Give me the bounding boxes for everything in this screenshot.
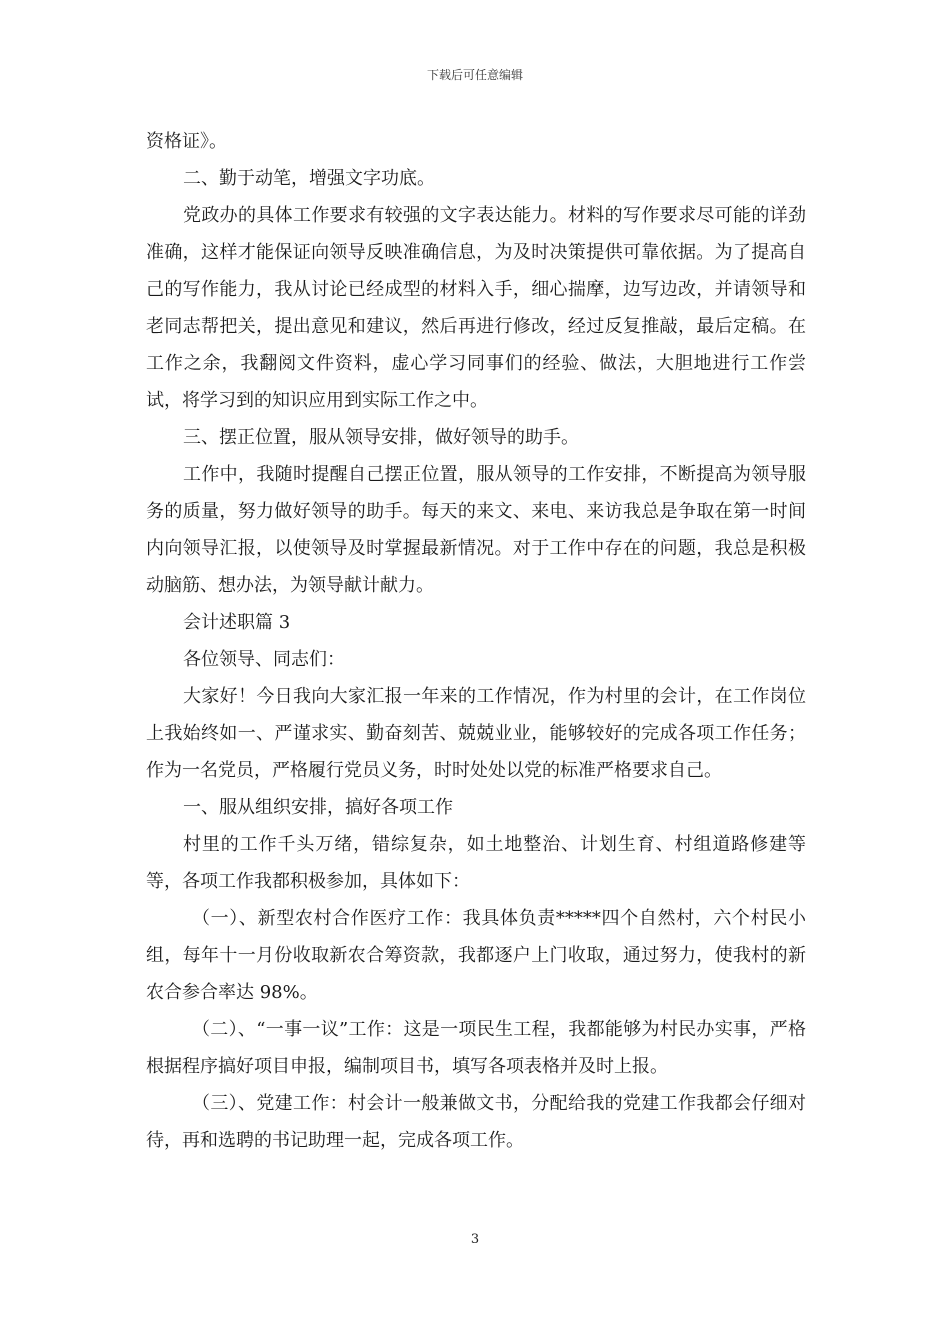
salutation: 各位领导、同志们： xyxy=(183,649,345,670)
paragraph-3: 党政办的具体工作要求有较强的文字表达能力。材料的写作要求尽可能的详劲准确，这样才能保证向领导反映准确信息，为及时决策提供可靠依据。为了提高自己的写作能力，我从讨论已经成型的材料入手，细心揣摩，边写边改，并请领导和老同志帮把关，提出意见和建议，然后再进行修改，经过反复推敲，最后定稿。在工作之余，我翻阅文件资料，虚心学习同事们的经验、做法，大胆地进行工作尝试，将学习到的知识应用到实际工作之中。 xyxy=(146,205,806,411)
list-item-3: （三）、党建工作：村会计一般兼做文书，分配给我的党建工作我都会仔细对待，再和选聘的书记助理一起，完成各项工作。 xyxy=(146,1093,806,1151)
paragraph-10: 村里的工作千头万绪，错综复杂，如土地整治、计划生育、村组道路修建等等，各项工作我都积极参加，具体如下： xyxy=(146,834,806,892)
section-heading-3: 三、摆正位置，服从领导安排，做好领导的助手。 xyxy=(183,427,579,448)
paragraph-5: 工作中，我随时提醒自己摆正位置，服从领导的工作安排，不断提高为领导服务的质量，努力做好领导的助手。每天的来文、来电、来访我总是争取在第一时间内向领导汇报，以使领导及时掌握最新情况。对于工作中存在的问题，我总是积极动脑筋、想办法，为领导献计献力。 xyxy=(146,464,806,596)
section-heading-1: 一、服从组织安排，搞好各项工作 xyxy=(183,797,453,818)
section-heading-2: 二、勤于动笔，增强文字功底。 xyxy=(183,168,435,189)
paragraph-8: 大家好！今日我向大家汇报一年来的工作情况，作为村里的会计，在工作岗位上我始终如一、严谨求实、勤奋刻苦、兢兢业业，能够较好的完成各项工作任务；作为一名党员，严格履行党员义务，时时处处以党的标准严格要求自己。 xyxy=(146,686,806,781)
article-title: 会计述职篇 3 xyxy=(183,612,291,633)
document-body xyxy=(146,123,806,1159)
page-header: 下载后可任意编辑 xyxy=(426,68,523,82)
page-number: 3 xyxy=(470,1232,480,1247)
paragraph-1: 资格证》。 xyxy=(146,131,227,152)
list-item-2: （二）、“一事一议”工作：这是一项民生工程，我都能够为村民办实事，严格根据程序搞好项目申报，编制项目书，填写各项表格并及时上报。 xyxy=(146,1019,806,1077)
list-item-1: （一）、新型农村合作医疗工作：我具体负责*****四个自然村，六个村民小组，每年十一月份收取新农合筹资款，我都逐户上门收取，通过努力，使我村的新农合参合率达 98%。 xyxy=(146,908,806,1003)
